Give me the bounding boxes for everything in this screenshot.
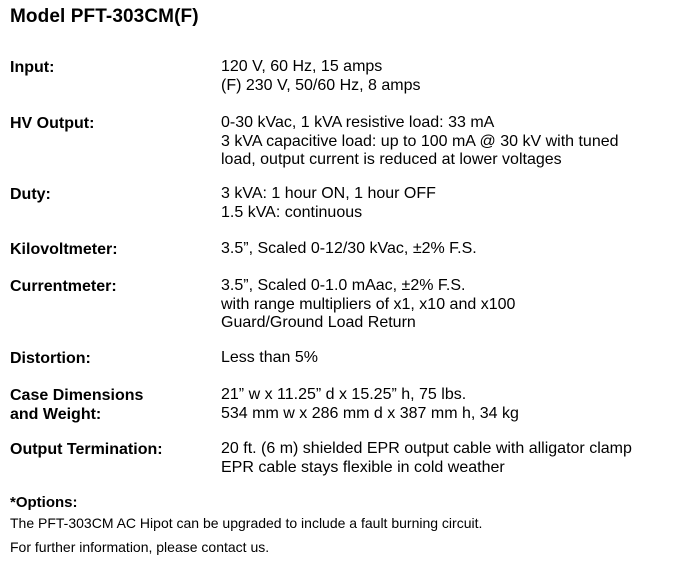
spec-label-line: Output Termination:: [10, 441, 163, 458]
spec-values: [221, 185, 696, 222]
spec-value-line: 3 kVA: 1 hour ON, 1 hour OFF: [221, 185, 436, 202]
spec-label-line: Distortion:: [10, 350, 91, 367]
spec-value-line: 3.5”, Scaled 0-1.0 mAac, ±2% F.S.: [221, 277, 466, 294]
options-text-line: The PFT-303CM AC Hipot can be upgraded to include a fault burning circuit.: [10, 515, 483, 531]
spec-value-line: 1.5 kVA: continuous: [221, 203, 363, 221]
spec-label-line: Input:: [10, 59, 55, 76]
spec-label: [10, 114, 94, 133]
spec-label: [10, 349, 91, 368]
spec-label-line: Duty:: [10, 186, 51, 203]
spec-value-line: (F) 230 V, 50/60 Hz, 8 amps: [221, 76, 421, 94]
spec-label: [10, 386, 143, 424]
spec-value-line: with range multipliers of x1, x10 and x100: [221, 295, 516, 313]
options-text-line: For further information, please contact us.: [10, 539, 270, 555]
spec-values: [221, 240, 696, 259]
spec-label: [10, 440, 163, 459]
spec-value-line: 20 ft. (6 m) shielded EPR output cable with alligator clamp: [221, 440, 632, 457]
spec-value-line: 120 V, 60 Hz, 15 amps: [221, 58, 383, 75]
spec-value-line: 534 mm w x 286 mm d x 387 mm h, 34 kg: [221, 404, 519, 422]
spec-label: [10, 277, 117, 296]
spec-label: [10, 240, 118, 259]
spec-label-line: and Weight:: [10, 406, 102, 423]
spec-values: [221, 440, 696, 477]
spec-value-line: 3 kVA capacitive load: up to 100 mA @ 30 kV with tuned: [221, 132, 619, 150]
spec-label-line: HV Output:: [10, 115, 95, 132]
spec-value-line: 0-30 kVac, 1 kVA resistive load: 33 mA: [221, 114, 495, 131]
spec-value-line: EPR cable stays flexible in cold weather: [221, 458, 505, 476]
spec-value-line: load, output current is reduced at lower voltages: [221, 151, 562, 168]
spec-values: [221, 58, 696, 95]
page-title: Model PFT-303CM(F): [10, 6, 199, 27]
spec-values: [221, 349, 696, 368]
spec-values: [221, 114, 696, 170]
options-heading: *Options:: [10, 494, 78, 511]
spec-label: [10, 185, 51, 204]
spec-label: [10, 58, 54, 77]
spec-value-line: 3.5”, Scaled 0-12/30 kVac, ±2% F.S.: [221, 240, 477, 257]
spec-values: [221, 386, 696, 423]
spec-label-line: Kilovoltmeter:: [10, 241, 118, 258]
spec-values: [221, 277, 696, 333]
spec-label-line: Currentmeter:: [10, 278, 117, 295]
spec-value-line: 21” w x 11.25” d x 15.25” h, 75 lbs.: [221, 386, 467, 403]
spec-value-line: Guard/Ground Load Return: [221, 314, 416, 331]
spec-value-line: Less than 5%: [221, 349, 318, 366]
spec-label-line: Case Dimensions: [10, 387, 144, 404]
